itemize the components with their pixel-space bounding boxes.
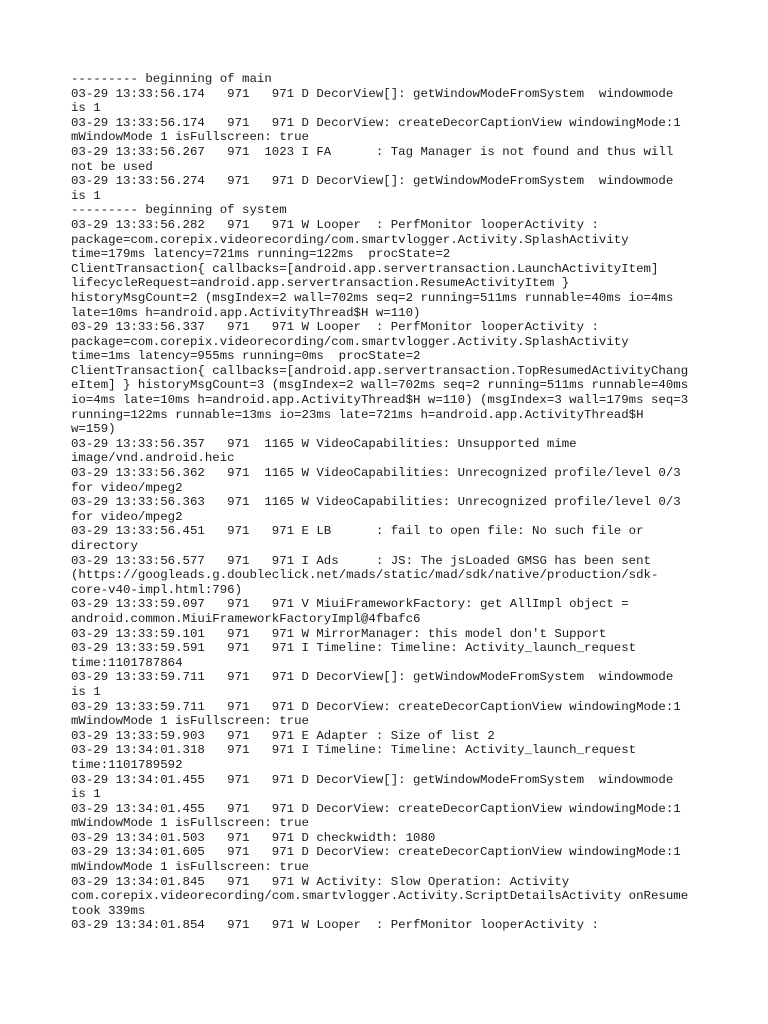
log-line: 03-29 13:33:59.711 971 971 D DecorView[]: getWindowModeFromSystem windowmode <box>71 670 674 685</box>
log-line: w=159) <box>71 422 116 437</box>
log-line: time:1101789592 <box>71 757 183 772</box>
log-line: 03-29 13:34:01.318 971 971 I Timeline: Timeline: Activity_launch_request <box>71 743 637 758</box>
log-line: for video/mpeg2 <box>71 509 183 524</box>
log-line: --------- beginning of system <box>71 203 287 218</box>
log-line: 03-29 13:33:56.577 971 971 I Ads : JS: The jsLoaded GMSG has been sent <box>71 553 651 568</box>
log-line: 03-29 13:33:59.903 971 971 E Adapter : Size of list 2 <box>71 728 495 743</box>
log-line: --------- beginning of main <box>71 72 272 86</box>
log-line: is 1 <box>71 188 101 203</box>
log-line: 03-29 13:34:01.455 971 971 D DecorView: createDecorCaptionView windowingMode:1 <box>71 801 681 816</box>
log-line: time=1ms latency=955ms running=0ms procState=2 <box>71 349 421 364</box>
log-line: 03-29 13:34:01.605 971 971 D DecorView: createDecorCaptionView windowingMode:1 <box>71 845 681 860</box>
log-line: 03-29 13:33:59.097 971 971 V MiuiFrameworkFactory: get AllImpl object = <box>71 597 629 612</box>
log-line: directory <box>71 539 138 553</box>
log-line: (https://googleads.g.doubleclick.net/mads/static/mad/sdk/native/production/sdk- <box>71 568 659 583</box>
log-line: 03-29 13:33:59.101 971 971 W MirrorManager: this model don't Support <box>71 626 607 641</box>
document-page <box>71 72 711 933</box>
log-line: took 339ms <box>71 903 146 918</box>
log-line: 03-29 13:33:56.357 971 1165 W VideoCapabilities: Unsupported mime <box>71 436 577 451</box>
log-line: package=com.corepix.videorecording/com.smartvlogger.Activity.SplashActivity <box>71 334 629 349</box>
log-line: mWindowMode 1 isFullscreen: true <box>71 860 309 875</box>
log-line: 03-29 13:33:56.362 971 1165 W VideoCapabilities: Unrecognized profile/level 0/3 <box>71 466 681 481</box>
log-line: is 1 <box>71 684 101 699</box>
log-line: mWindowMode 1 isFullscreen: true <box>71 130 309 145</box>
log-line: lifecycleRequest=android.app.servertransaction.ResumeActivityItem } <box>71 276 570 291</box>
log-line: core-v40-impl.html:796) <box>71 582 243 597</box>
log-line: com.corepix.videorecording/com.smartvlogger.Activity.ScriptDetailsActivity onResume <box>71 889 689 904</box>
log-line: is 1 <box>71 787 101 802</box>
log-line: historyMsgCount=2 (msgIndex=2 wall=702ms seq=2 running=511ms runnable=40ms io=4ms <box>71 290 674 305</box>
log-line: 03-29 13:33:56.174 971 971 D DecorView: createDecorCaptionView windowingMode:1 <box>71 115 681 130</box>
log-line: android.common.MiuiFrameworkFactoryImpl@4fbafc6 <box>71 611 421 626</box>
log-line: eItem] } historyMsgCount=3 (msgIndex=2 wall=702ms seq=2 running=511ms runnable=40ms <box>71 378 689 393</box>
log-line: 03-29 13:33:56.282 971 971 W Looper : PerfMonitor looperActivity : <box>71 217 599 232</box>
log-line: ClientTransaction{ callbacks=[android.app.servertransaction.TopResumedActivityChang <box>71 363 689 378</box>
log-line: time=179ms latency=721ms running=122ms procState=2 <box>71 247 451 262</box>
log-line: 03-29 13:33:56.267 971 1023 I FA : Tag Manager is not found and thus will <box>71 144 674 159</box>
log-line: ClientTransaction{ callbacks=[android.app.servertransaction.LaunchActivityItem] <box>71 261 659 276</box>
log-line: time:1101787864 <box>71 655 183 670</box>
log-text <box>71 72 711 933</box>
log-line: 03-29 13:33:56.337 971 971 W Looper : PerfMonitor looperActivity : <box>71 320 599 335</box>
log-line: package=com.corepix.videorecording/com.smartvlogger.Activity.SplashActivity <box>71 232 629 247</box>
log-line: late=10ms h=android.app.ActivityThread$H w=110) <box>71 305 421 320</box>
log-line: 03-29 13:33:56.451 971 971 E LB : fail to open file: No such file or <box>71 524 644 539</box>
log-line: 03-29 13:34:01.503 971 971 D checkwidth: 1080 <box>71 830 436 845</box>
log-line: 03-29 13:34:01.854 971 971 W Looper : PerfMonitor looperActivity : <box>71 918 599 933</box>
log-line: 03-29 13:33:59.591 971 971 I Timeline: Timeline: Activity_launch_request <box>71 641 637 656</box>
log-line: 03-29 13:34:01.455 971 971 D DecorView[]: getWindowModeFromSystem windowmode <box>71 772 674 787</box>
log-line: is 1 <box>71 101 101 116</box>
log-line: 03-29 13:33:56.174 971 971 D DecorView[]: getWindowModeFromSystem windowmode <box>71 86 674 101</box>
log-line: running=122ms runnable=13ms io=23ms late=721ms h=android.app.ActivityThread$H <box>71 407 644 422</box>
log-line: io=4ms late=10ms h=android.app.ActivityThread$H w=110) (msgIndex=3 wall=179ms seq=3 <box>71 393 689 408</box>
log-line: 03-29 13:34:01.845 971 971 W Activity: Slow Operation: Activity <box>71 874 570 889</box>
log-line: mWindowMode 1 isFullscreen: true <box>71 714 309 729</box>
log-line: 03-29 13:33:56.274 971 971 D DecorView[]: getWindowModeFromSystem windowmode <box>71 174 674 189</box>
log-line: not be used <box>71 159 153 174</box>
log-line: image/vnd.android.heic <box>71 451 235 466</box>
log-line: for video/mpeg2 <box>71 480 183 495</box>
log-line: mWindowMode 1 isFullscreen: true <box>71 816 309 831</box>
log-line: 03-29 13:33:56.363 971 1165 W VideoCapabilities: Unrecognized profile/level 0/3 <box>71 495 681 510</box>
log-line: 03-29 13:33:59.711 971 971 D DecorView: createDecorCaptionView windowingMode:1 <box>71 699 681 714</box>
